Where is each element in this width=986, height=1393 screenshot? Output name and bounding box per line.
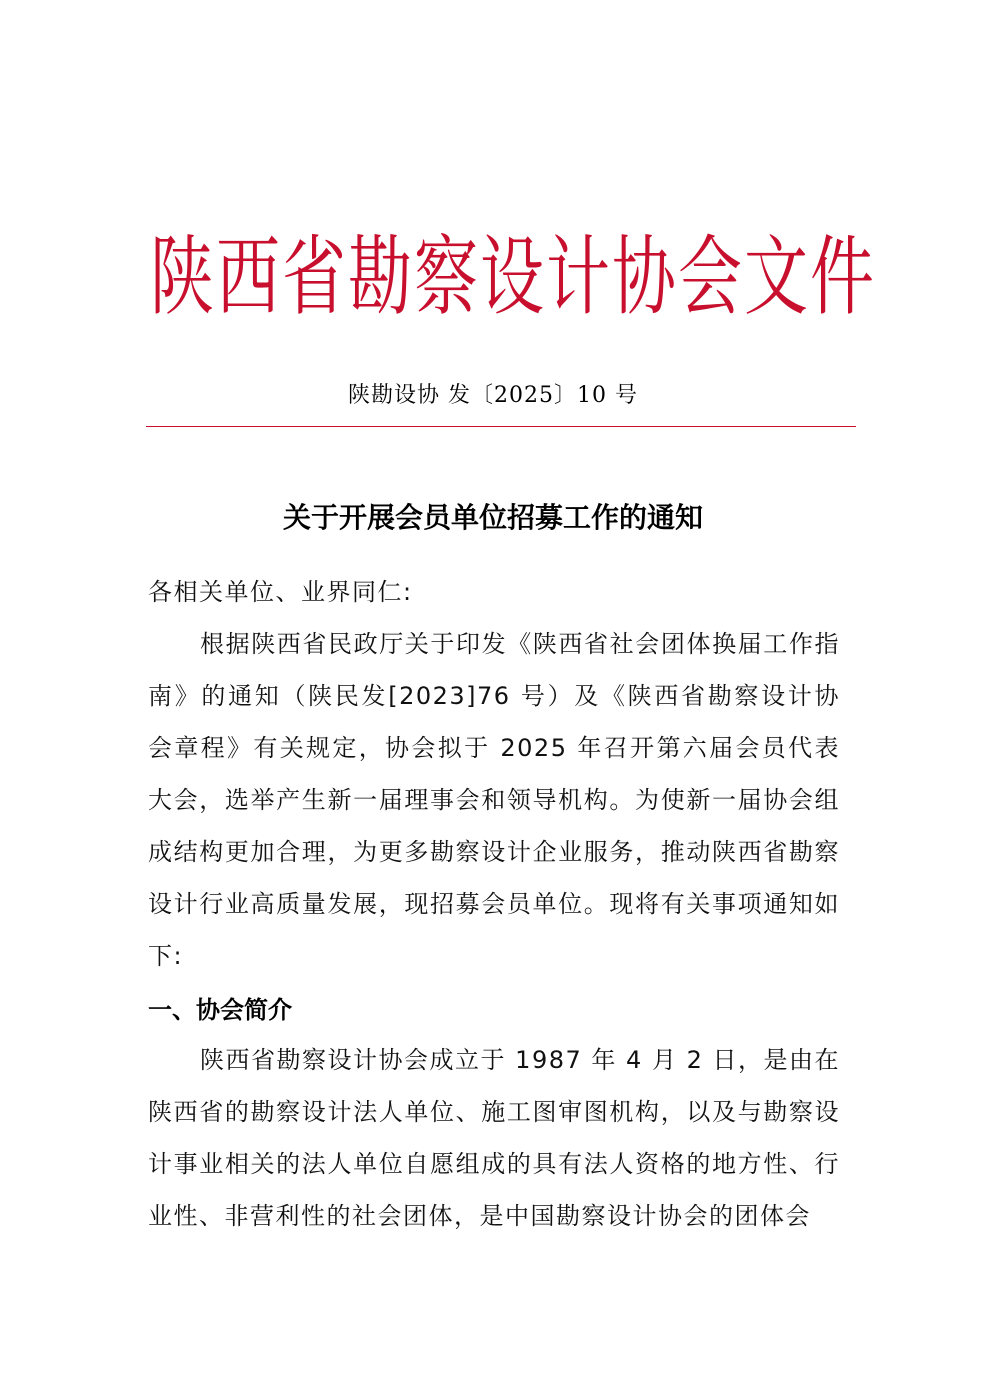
notice-title: 关于开展会员单位招募工作的通知 — [282, 501, 703, 534]
body-paragraph: 陕西省勘察设计协会成立于 1987 年 4 月 2 日，是由在陕西省的勘察设计法人单位、施工图审图机构，以及与勘察设计事业相关的法人单位自愿组成的具有法人资格的地方性、行业性、非营利性的社会团体，是中国勘察设计协会的团体会 — [148, 1046, 840, 1230]
salutation: 各相关单位、业界同仁: — [148, 578, 413, 606]
document-number: 陕勘设协 发〔2025〕10 号 — [348, 383, 638, 408]
red-divider-line — [146, 426, 856, 427]
section-heading: 一、协会简介 — [148, 995, 292, 1024]
masthead-title: 陕西省勘察设计协会文件 — [150, 228, 876, 328]
body-paragraph: 根据陕西省民政厅关于印发《陕西省社会团体换届工作指南》的通知（陕民发[2023]76 号）及《陕西省勘察设计协会章程》有关规定，协会拟于 2025 年召开第六届会员代表大会，选举产生新一届理事会和领导机构。为使新一届协会组成结构更加合理，为更多勘察设计企业服务，推动陕西省勘察设计行业高质量发展，现招募会员单位。现将有关事项通知如下: — [148, 630, 840, 970]
